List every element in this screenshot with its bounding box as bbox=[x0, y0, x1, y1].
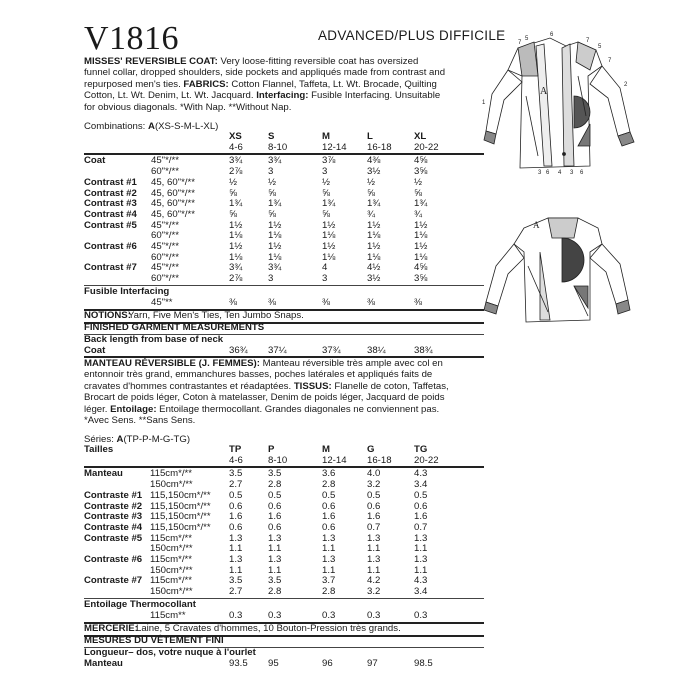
desc-line: léger. bbox=[84, 403, 111, 415]
yardage-value: 0.6 bbox=[367, 500, 381, 512]
yardage-row bbox=[84, 199, 484, 210]
yardage-value: 1.3 bbox=[229, 532, 243, 544]
yardage-value: 1.1 bbox=[322, 543, 336, 555]
yardage-value: 3¾ bbox=[229, 155, 243, 167]
notions-row bbox=[84, 311, 484, 322]
yardage-value: 1.3 bbox=[414, 532, 428, 544]
yardage-value: 3.4 bbox=[414, 586, 428, 598]
yardage-value: 0.3 bbox=[229, 609, 243, 621]
back-length-label: Back length from base of neck bbox=[84, 333, 224, 345]
row-garment-name: Contraste #7 bbox=[84, 575, 143, 587]
row-garment-name: Contrast #7 bbox=[84, 262, 137, 274]
finished-title: MESURES DU VÊTEMENT FINI bbox=[84, 635, 224, 647]
desc-line: Very loose-fitting reversible coat has oversized bbox=[217, 56, 419, 67]
yardage-row bbox=[84, 274, 484, 285]
size-letter: G bbox=[367, 444, 375, 455]
back-view-letter: A bbox=[533, 220, 540, 230]
yardage-value: 1.6 bbox=[268, 511, 282, 523]
row-garment-name: Contraste #5 bbox=[84, 532, 143, 544]
row-garment-name: Contrast #4 bbox=[84, 208, 137, 220]
yardage-value: 1½ bbox=[414, 219, 428, 231]
yardage-value: 1½ bbox=[322, 241, 336, 252]
combinations-sizes: (XS-S-M-L-XL) bbox=[154, 121, 219, 132]
yardage-value: 3⅝ bbox=[414, 273, 428, 285]
finished-title-row bbox=[84, 636, 484, 647]
yardage-value: 3.7 bbox=[322, 575, 336, 587]
row-fabric-width: 150cm*/** bbox=[150, 543, 193, 555]
row-fabric-width: 45, 60"*/** bbox=[151, 198, 195, 210]
yardage-value: 2.8 bbox=[268, 479, 282, 491]
difficulty-label: ADVANCED/PLUS DIFFICILE bbox=[318, 28, 506, 43]
yardage-value: 1.3 bbox=[414, 554, 428, 565]
desc-line: cravates d'hommes contrastantes et réadaptées. bbox=[84, 380, 294, 392]
interfacing-text: Fusible Interfacing. Unsuitable bbox=[308, 90, 441, 102]
svg-text:6: 6 bbox=[546, 170, 550, 176]
svg-text:5: 5 bbox=[525, 36, 529, 42]
yardage-value: 4.0 bbox=[367, 468, 381, 480]
series-sizes: (TP-P-M-G-TG) bbox=[123, 434, 191, 445]
svg-text:7: 7 bbox=[608, 58, 612, 64]
yardage-value: 1.3 bbox=[367, 532, 381, 544]
yardage-value: ½ bbox=[322, 176, 331, 188]
row-fabric-width: 115,150cm*/** bbox=[150, 489, 211, 501]
yardage-value: 1¾ bbox=[268, 198, 282, 210]
yardage-value: 1⅛ bbox=[322, 230, 336, 242]
row-fabric-width: 115cm** bbox=[150, 609, 186, 621]
yardage-value: 4 bbox=[322, 262, 328, 274]
yardage-value: 0.6 bbox=[322, 521, 336, 533]
yardage-value: ½ bbox=[414, 176, 423, 188]
yardage-value: 0.5 bbox=[229, 489, 243, 501]
yardage-value: 3 bbox=[268, 166, 274, 178]
finished-value: 38¼ bbox=[367, 344, 386, 356]
size-letter: XS bbox=[229, 131, 242, 142]
yardage-value: 1⅛ bbox=[229, 230, 243, 242]
desc-line: for obvious diagonals. *With Nap. **Without Nap. bbox=[84, 101, 292, 113]
english-description bbox=[84, 56, 484, 113]
desc-line: entonnoir très grand, emmanchures basses, poches latérales et appliqués faits de bbox=[84, 369, 433, 381]
entoilage-label: Entoilage: bbox=[110, 403, 157, 415]
yardage-value: ⅜ bbox=[268, 296, 277, 308]
svg-text:7: 7 bbox=[586, 38, 590, 44]
combinations-line bbox=[84, 121, 218, 132]
mercerie-row bbox=[84, 624, 484, 635]
yardage-value: ⅝ bbox=[268, 187, 277, 199]
yardage-value: 3½ bbox=[367, 166, 381, 178]
yardage-value: 1⅛ bbox=[322, 251, 336, 263]
yardage-value: 3 bbox=[322, 166, 328, 178]
finished-value: 37¾ bbox=[322, 344, 341, 356]
yardage-value: 1⅛ bbox=[414, 251, 428, 263]
interfacing-row bbox=[84, 600, 484, 611]
row-garment-name: Contrast #6 bbox=[84, 241, 137, 252]
pattern-number: V1816 bbox=[84, 20, 180, 57]
yardage-value: 1⅛ bbox=[268, 230, 282, 242]
interfacing-values-row bbox=[84, 611, 484, 622]
french-title: MANTEAU RÉVERSIBLE (J. FEMMES): bbox=[84, 358, 260, 369]
yardage-value: ⅝ bbox=[268, 208, 277, 220]
row-garment-name: Coat bbox=[84, 344, 106, 356]
svg-text:3: 3 bbox=[570, 170, 574, 176]
size-letter: TG bbox=[414, 444, 428, 455]
yardage-value: 1.6 bbox=[229, 511, 243, 523]
yardage-value: 3.6 bbox=[322, 468, 336, 480]
desc-line: Brocart de poids léger, Coton à matelasser, Denim de poids léger, Jacquard de poids bbox=[84, 392, 445, 404]
yardage-value: ½ bbox=[268, 176, 277, 188]
yardage-value: ¾ bbox=[367, 208, 376, 220]
yardage-value: 1¾ bbox=[322, 198, 336, 210]
yardage-row bbox=[84, 178, 484, 189]
yardage-value: 2.8 bbox=[322, 586, 336, 598]
notions-text: Yarn, Five Men's Ties, Ten Jumbo Snaps. bbox=[128, 310, 304, 321]
mercerie-label: MERCERIE: bbox=[84, 623, 138, 634]
row-fabric-width: 115,150cm*/** bbox=[150, 511, 211, 523]
yardage-value: 3¾ bbox=[229, 262, 243, 274]
yardage-value: 1¾ bbox=[367, 198, 381, 210]
yardage-value: 1.3 bbox=[229, 554, 243, 565]
yardage-value: 3¾ bbox=[268, 262, 282, 274]
yardage-row bbox=[84, 491, 484, 502]
size-letter: P bbox=[268, 444, 275, 455]
yardage-value: 1.3 bbox=[268, 532, 282, 544]
yardage-value: 0.6 bbox=[229, 521, 243, 533]
yardage-value: 4⅝ bbox=[414, 155, 428, 167]
yardage-value: 1.6 bbox=[367, 511, 381, 523]
yardage-value: 1.3 bbox=[268, 554, 282, 565]
yardage-value: 3.4 bbox=[414, 479, 428, 491]
yardage-value: 1⅛ bbox=[268, 251, 282, 263]
row-fabric-width: 150cm*/** bbox=[150, 479, 193, 491]
size-number: 20-22 bbox=[414, 141, 439, 153]
size-number: 16-18 bbox=[367, 141, 392, 153]
series-label: Séries: bbox=[84, 434, 117, 445]
yardage-value: 2.8 bbox=[322, 479, 336, 491]
yardage-value: 1½ bbox=[322, 219, 336, 231]
row-garment-name: Manteau bbox=[84, 468, 123, 480]
yardage-value: 1¾ bbox=[229, 198, 243, 210]
front-view-letter: A bbox=[540, 86, 548, 97]
yardage-value: 2⅞ bbox=[229, 166, 243, 178]
yardage-value: 4.2 bbox=[367, 575, 381, 587]
yardage-value: ⅜ bbox=[414, 296, 423, 308]
yardage-value: 3½ bbox=[367, 273, 381, 285]
yardage-value: 1¾ bbox=[414, 198, 428, 210]
yardage-value: 0.7 bbox=[367, 521, 381, 533]
yardage-value: 1⅛ bbox=[367, 230, 381, 242]
row-fabric-width: 150cm*/** bbox=[150, 564, 193, 576]
size-number: 12-14 bbox=[322, 141, 347, 153]
row-fabric-width: 115,150cm*/** bbox=[150, 500, 211, 512]
size-number: 8-10 bbox=[268, 454, 288, 466]
svg-text:6: 6 bbox=[550, 32, 554, 38]
yardage-value: 1.1 bbox=[367, 543, 381, 555]
yardage-row bbox=[84, 167, 484, 178]
yardage-value: 2.8 bbox=[268, 586, 282, 598]
row-garment-name: Contrast #3 bbox=[84, 198, 137, 210]
yardage-value: 1½ bbox=[367, 219, 381, 231]
yardage-value: 1½ bbox=[414, 241, 428, 252]
svg-text:2: 2 bbox=[624, 82, 628, 88]
row-fabric-width: 45, 60"*/** bbox=[151, 176, 195, 188]
finished-value: 93.5 bbox=[229, 657, 248, 669]
row-garment-name: Fusible Interfacing bbox=[84, 285, 170, 297]
yardage-value: 1.1 bbox=[268, 543, 282, 555]
yardage-value: 1.3 bbox=[322, 532, 336, 544]
row-garment-name: Coat bbox=[84, 155, 106, 167]
yardage-value: 0.3 bbox=[268, 609, 282, 621]
yardage-value: 2.7 bbox=[229, 479, 243, 491]
row-garment-name: Contrast #1 bbox=[84, 176, 137, 188]
desc-line: Cotton, Lt. Wt. Denim, Lt. Wt. Jacquard. bbox=[84, 90, 257, 102]
svg-text:3: 3 bbox=[538, 170, 542, 176]
back-view-illustration bbox=[478, 216, 678, 328]
row-fabric-width: 45"*/** bbox=[151, 219, 179, 231]
yardage-value: 3.5 bbox=[229, 575, 243, 587]
fabrics-text: Cotton Flannel, Taffeta, Lt. Wt. Brocade, Quilting bbox=[228, 78, 437, 90]
style-title: MISSES' REVERSIBLE COAT: bbox=[84, 56, 218, 67]
row-fabric-width: 115cm*/** bbox=[150, 468, 192, 480]
desc-line: *Avec Sens. **Sans Sens. bbox=[84, 415, 196, 427]
yardage-value: 1.1 bbox=[268, 564, 282, 576]
yardage-value: 0.3 bbox=[322, 609, 336, 621]
yardage-value: 1.1 bbox=[322, 564, 336, 576]
series-code: A bbox=[116, 434, 124, 445]
row-fabric-width: 45"*/** bbox=[151, 155, 179, 167]
row-garment-name: Contraste #2 bbox=[84, 500, 143, 512]
finished-value: 37¼ bbox=[268, 344, 287, 356]
yardage-value: ⅝ bbox=[322, 187, 331, 199]
yardage-value: 0.7 bbox=[414, 521, 428, 533]
finished-title-row bbox=[84, 323, 484, 334]
row-garment-name: Contraste #3 bbox=[84, 511, 143, 523]
svg-text:1: 1 bbox=[482, 100, 486, 106]
yardage-value: 3⅞ bbox=[322, 155, 336, 167]
yardage-value: 3.5 bbox=[229, 468, 243, 480]
yardage-value: ⅝ bbox=[229, 208, 238, 220]
yardage-value: 4⅝ bbox=[414, 262, 428, 274]
yardage-value: 1.6 bbox=[322, 511, 336, 523]
yardage-value: 0.6 bbox=[268, 521, 282, 533]
yardage-value: ⅝ bbox=[322, 208, 331, 220]
yardage-value: 3.2 bbox=[367, 586, 381, 598]
finished-value: 95 bbox=[268, 657, 279, 669]
yardage-value: 1½ bbox=[268, 219, 282, 231]
tailles-label: Tailles bbox=[84, 444, 114, 455]
size-number: 8-10 bbox=[268, 141, 288, 153]
row-fabric-width: 60"*/** bbox=[151, 273, 179, 285]
size-number: 16-18 bbox=[367, 454, 392, 466]
yardage-value: 1½ bbox=[229, 219, 243, 231]
yardage-value: 3¾ bbox=[268, 155, 282, 167]
yardage-value: 4½ bbox=[367, 262, 381, 274]
size-letter: S bbox=[268, 131, 275, 142]
row-garment-name: Contraste #6 bbox=[84, 554, 143, 565]
yardage-row bbox=[84, 210, 484, 221]
row-fabric-width: 60"*/** bbox=[151, 166, 179, 178]
desc-line: repurposed men's ties. bbox=[84, 78, 184, 90]
row-fabric-width: 115cm*/** bbox=[150, 575, 192, 587]
yardage-value: 1½ bbox=[268, 241, 282, 252]
yardage-value: ⅝ bbox=[414, 187, 423, 199]
back-length-row bbox=[84, 648, 484, 659]
row-fabric-width: 60"*/** bbox=[151, 251, 179, 263]
finished-value: 97 bbox=[367, 657, 378, 669]
yardage-value: 4⅜ bbox=[367, 155, 381, 167]
size-letter: XL bbox=[414, 131, 427, 142]
desc-line: Manteau réversible très ample avec col en bbox=[259, 358, 443, 369]
yardage-value: 0.6 bbox=[322, 500, 336, 512]
yardage-value: 0.3 bbox=[367, 609, 381, 621]
yardage-value: 1.6 bbox=[414, 511, 428, 523]
size-number: 20-22 bbox=[414, 454, 439, 466]
row-fabric-width: 150cm*/** bbox=[150, 586, 193, 598]
yardage-value: 1⅛ bbox=[229, 251, 243, 263]
finished-row bbox=[84, 659, 484, 670]
yardage-value: 2⅞ bbox=[229, 273, 243, 285]
yardage-value: 1.1 bbox=[229, 564, 243, 576]
yardage-value: 1.1 bbox=[414, 564, 428, 576]
size-letter: TP bbox=[229, 444, 242, 455]
finished-value: 96 bbox=[322, 657, 333, 669]
yardage-value: ⅜ bbox=[322, 296, 331, 308]
finished-value: 38¾ bbox=[414, 344, 433, 356]
back-length-row bbox=[84, 335, 484, 346]
yardage-value: ½ bbox=[367, 176, 376, 188]
svg-text:7: 7 bbox=[518, 40, 522, 46]
yardage-value: 0.5 bbox=[414, 489, 428, 501]
yardage-value: ⅝ bbox=[229, 187, 238, 199]
yardage-value: 3 bbox=[322, 273, 328, 285]
svg-text:6: 6 bbox=[580, 170, 584, 176]
finished-title: FINISHED GARMENT MEASUREMENTS bbox=[84, 322, 265, 334]
yardage-value: ⅜ bbox=[367, 296, 376, 308]
row-fabric-width: 45"*/** bbox=[151, 241, 179, 252]
row-garment-name: Manteau bbox=[84, 657, 123, 669]
yardage-value: 0.5 bbox=[367, 489, 381, 501]
yardage-value: 3.5 bbox=[268, 468, 282, 480]
row-fabric-width: 45"** bbox=[151, 296, 173, 308]
yardage-value: 1½ bbox=[229, 241, 243, 252]
interfacing-values-row bbox=[84, 298, 484, 309]
row-fabric-width: 115,150cm*/** bbox=[150, 521, 211, 533]
size-number-row bbox=[84, 456, 484, 467]
yardage-value: 0.5 bbox=[268, 489, 282, 501]
yardage-value: 1½ bbox=[367, 241, 381, 252]
back-length-label: Longueur– dos, votre nuque à l'ourlet bbox=[84, 646, 256, 658]
size-letter: M bbox=[322, 444, 330, 455]
yardage-value: 1⅛ bbox=[367, 251, 381, 263]
finished-value: 98.5 bbox=[414, 657, 433, 669]
yardage-value: 0.6 bbox=[414, 500, 428, 512]
yardage-row bbox=[84, 587, 484, 598]
yardage-value: 3 bbox=[268, 273, 274, 285]
yardage-value: 1.1 bbox=[367, 564, 381, 576]
yardage-value: 0.6 bbox=[268, 500, 282, 512]
row-garment-name: Entoilage Thermocollant bbox=[84, 598, 196, 610]
yardage-value: ¾ bbox=[414, 208, 423, 220]
yardage-value: ½ bbox=[229, 176, 238, 188]
fabrics-label: FABRICS: bbox=[183, 78, 229, 90]
row-garment-name: Contrast #5 bbox=[84, 219, 137, 231]
row-garment-name: Contraste #1 bbox=[84, 489, 143, 501]
front-view-illustration bbox=[478, 32, 678, 176]
mercerie-text: Laine, 5 Cravates d'hommes, 10 Bouton-Pression très grands. bbox=[136, 623, 401, 634]
yardage-value: 1.3 bbox=[322, 554, 336, 565]
size-letter: L bbox=[367, 131, 373, 142]
row-fabric-width: 45, 60"*/** bbox=[151, 187, 195, 199]
size-letter: M bbox=[322, 131, 330, 142]
tissus-text: Flanelle de coton, Taffetas, bbox=[331, 380, 449, 392]
row-fabric-width: 45"*/** bbox=[151, 262, 179, 274]
interfacing-row bbox=[84, 287, 484, 298]
yardage-row bbox=[84, 523, 484, 534]
yardage-value: 3.5 bbox=[268, 575, 282, 587]
row-fabric-width: 115cm*/** bbox=[150, 532, 192, 544]
row-garment-name: Contrast #2 bbox=[84, 187, 137, 199]
yardage-value: 0.3 bbox=[414, 609, 428, 621]
row-fabric-width: 45, 60"*/** bbox=[151, 208, 195, 220]
tissus-label: TISSUS: bbox=[293, 380, 332, 392]
yardage-value: 0.6 bbox=[229, 500, 243, 512]
combinations-label: Combinations: bbox=[84, 121, 148, 132]
desc-line: funnel collar, dropped shoulders, side pockets and appliqués made from contrast and bbox=[84, 67, 446, 79]
size-number: 4-6 bbox=[229, 141, 243, 153]
yardage-value: 0.5 bbox=[322, 489, 336, 501]
combinations-code: A bbox=[148, 121, 155, 132]
size-number: 4-6 bbox=[229, 454, 243, 466]
desc-line: Entoilage thermocollant. Grandes diagonales ne conviennent pas. bbox=[156, 403, 440, 415]
size-number-row bbox=[84, 143, 484, 154]
notions-label: NOTIONS: bbox=[84, 310, 131, 321]
yardage-value: 1.1 bbox=[229, 543, 243, 555]
svg-text:5: 5 bbox=[598, 44, 602, 50]
row-fabric-width: 60"*/** bbox=[151, 230, 179, 242]
interfacing-label: Interfacing: bbox=[256, 90, 309, 102]
yardage-value: 4.3 bbox=[414, 468, 428, 480]
size-number: 12-14 bbox=[322, 454, 347, 466]
yardage-value: ⅝ bbox=[367, 187, 376, 199]
finished-row bbox=[84, 346, 484, 357]
yardage-value: 1.1 bbox=[414, 543, 428, 555]
yardage-value: 1.3 bbox=[367, 554, 381, 565]
yardage-value: 3⅝ bbox=[414, 166, 428, 178]
row-fabric-width: 115cm*/** bbox=[150, 554, 192, 565]
yardage-value: 4.3 bbox=[414, 575, 428, 587]
finished-value: 36¾ bbox=[229, 344, 248, 356]
yardage-value: 1⅛ bbox=[414, 230, 428, 242]
row-garment-name: Contraste #4 bbox=[84, 521, 143, 533]
french-description bbox=[84, 358, 484, 426]
svg-text:4: 4 bbox=[558, 170, 562, 176]
yardage-value: 3.2 bbox=[367, 479, 381, 491]
yardage-value: ⅜ bbox=[229, 296, 238, 308]
yardage-value: 2.7 bbox=[229, 586, 243, 598]
